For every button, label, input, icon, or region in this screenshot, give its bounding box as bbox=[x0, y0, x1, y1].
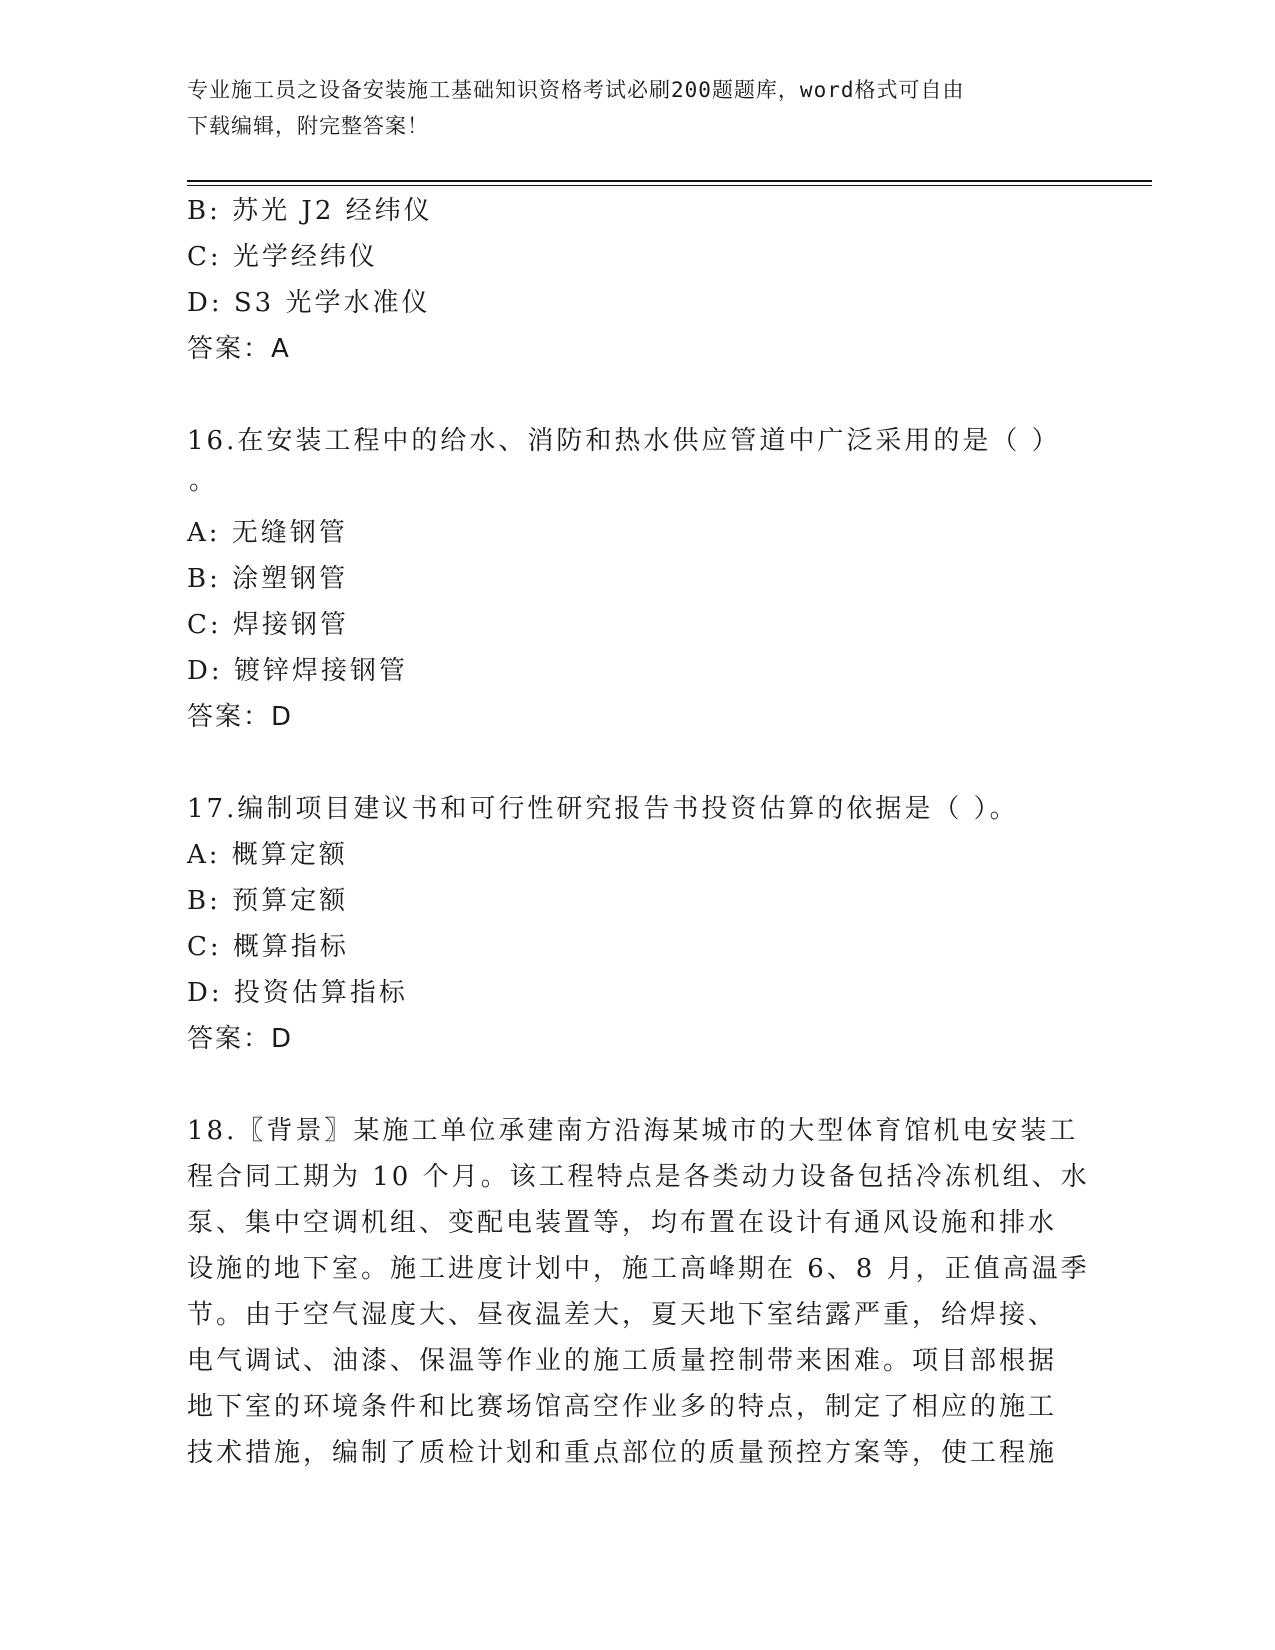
q17-answer: 答案：D bbox=[187, 1024, 294, 1054]
q17-question: 17.编制项目建议书和可行性研究报告书投资估算的依据是（ ）。 bbox=[187, 794, 1019, 824]
header-line-1: 专业施工员之设备安装施工基础知识资格考试必刷200题题库，word格式可自由 bbox=[187, 78, 965, 102]
q17-option-c: C: 概算指标 bbox=[187, 932, 349, 962]
q17-option-b: B: 预算定额 bbox=[187, 886, 349, 916]
spacer bbox=[187, 372, 1077, 418]
q18-line: 地下室的环境条件和比赛场馆高空作业多的特点，制定了相应的施工 bbox=[187, 1392, 1058, 1422]
q18-line: 设施的地下室。施工进度计划中，施工高峰期在 6、8 月，正值高温季 bbox=[187, 1254, 1090, 1284]
question-content bbox=[187, 188, 1090, 1476]
q16-answer: 答案：D bbox=[187, 702, 294, 732]
header-rule-thick bbox=[187, 180, 1152, 182]
spacer bbox=[187, 1062, 1077, 1108]
q15-answer: 答案：A bbox=[187, 334, 291, 364]
q15-option-c: C: 光学经纬仪 bbox=[187, 242, 378, 272]
q18-line: 18.〖背景〗某施工单位承建南方沿海某城市的大型体育馆机电安装工 bbox=[187, 1116, 1079, 1146]
q16-option-d: D: 镀锌焊接钢管 bbox=[187, 656, 408, 686]
q16-option-c: C: 焊接钢管 bbox=[187, 610, 349, 640]
q15-option-d: D: S3 光学水准仪 bbox=[187, 288, 431, 318]
header-line-2: 下载编辑，附完整答案！ bbox=[187, 114, 429, 138]
q18-question bbox=[187, 1108, 1090, 1476]
q18-line: 技术措施，编制了质检计划和重点部位的质量预控方案等，使工程施 bbox=[187, 1438, 1058, 1468]
q15-option-b: B: 苏光 J2 经纬仪 bbox=[187, 196, 433, 226]
q16-option-a: A: 无缝钢管 bbox=[187, 518, 348, 548]
q17-option-a: A: 概算定额 bbox=[187, 840, 348, 870]
q18-line: 节。由于空气湿度大、昼夜温差大，夏天地下室结露严重，给焊接、 bbox=[187, 1300, 1058, 1330]
q17-option-d: D: 投资估算指标 bbox=[187, 978, 408, 1008]
q16-question-continuation: 。 bbox=[189, 466, 219, 496]
q18-line: 程合同工期为 10 个月。该工程特点是各类动力设备包括冷冻机组、水 bbox=[187, 1162, 1090, 1192]
q18-line: 泵、集中空调机组、变配电装置等，均布置在设计有通风设施和排水 bbox=[187, 1208, 1058, 1238]
q18-line: 电气调试、油漆、保温等作业的施工质量控制带来困难。项目部根据 bbox=[187, 1346, 1058, 1376]
q16-question: 16.在安装工程中的给水、消防和热水供应管道中广泛采用的是（ ） bbox=[187, 426, 1061, 456]
q16-option-b: B: 涂塑钢管 bbox=[187, 564, 349, 594]
header-rule-thin bbox=[187, 185, 1152, 186]
spacer bbox=[187, 740, 1077, 786]
document-header bbox=[187, 72, 1067, 144]
